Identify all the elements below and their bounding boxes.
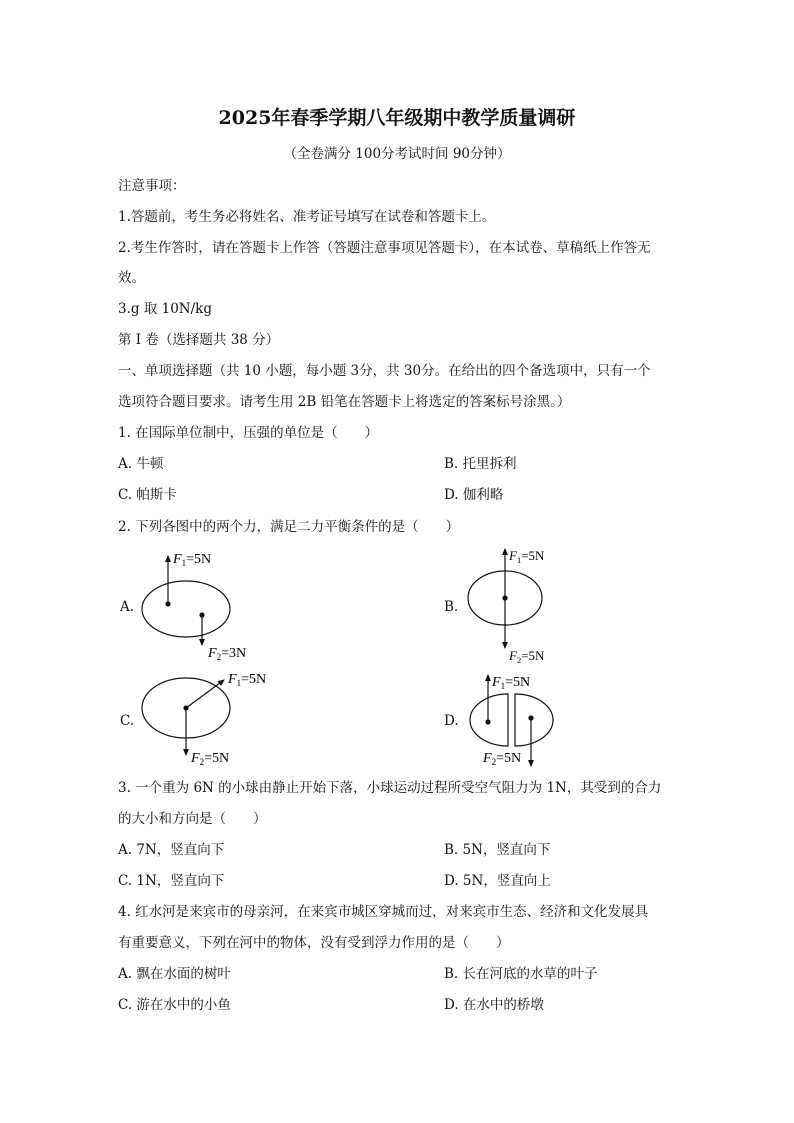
section-instructions-line-1: 一、单项选择题（共 10 小题，每小题 3分，共 30分。在给出的四个备选项中，只有一个 [118, 363, 651, 379]
question-4-option-b: B. 长在河底的水草的叶子 [444, 966, 598, 982]
question-3-stem-line-2: 的大小和方向是（ ） [118, 811, 267, 827]
figure-d-f1-label: $F_1=5N$ [492, 675, 531, 691]
question-4-option-d: D. 在水中的桥墩 [444, 997, 544, 1013]
figure-b-f1-label: $F_1=5N$ [509, 548, 545, 565]
question-4-option-c: C. 游在水中的小鱼 [118, 997, 231, 1013]
page-title: 2025年春季学期八年级期中教学质量调研 [218, 107, 576, 129]
figure-c-f1-label: $F_1=5N$ [228, 672, 267, 688]
question-1-stem: 1. 在国际单位制中，压强的单位是（ ） [118, 425, 379, 441]
exam-info: （全卷满分 100分考试时间 90分钟） [283, 146, 511, 162]
question-1-option-a: A. 牛顿 [118, 456, 164, 472]
question-1-option-d: D. 伽利略 [444, 487, 504, 503]
question-3-stem-line-1: 3. 一个重为 6N 的小球由静止开始下落，小球运动过程所受空气阻力为 1N，其受到的合力 [118, 780, 662, 796]
question-2-option-c: C. [120, 713, 135, 729]
question-2-figure-b [460, 540, 570, 670]
question-1-option-c: C. 帕斯卡 [118, 487, 177, 503]
question-2-option-a: A. [120, 599, 135, 615]
question-1-option-b: B. 托里拆利 [444, 456, 517, 472]
question-2-stem: 2. 下列各图中的两个力，满足二力平衡条件的是（ ） [118, 519, 460, 535]
notice-heading: 注意事项： [118, 178, 186, 194]
figure-c-f2-label: $F_2=5N$ [191, 751, 230, 767]
question-4-option-a: A. 飘在水面的树叶 [118, 966, 231, 982]
question-4-stem-line-1: 4. 红水河是来宾市的母亲河，在来宾市城区穿城而过，对来宾市生态、经济和文化发展具 [118, 904, 649, 920]
figure-a-f1-label: $F_1=5N$ [173, 552, 212, 568]
question-2-option-d: D. [444, 713, 459, 729]
question-2-option-b: B. [444, 599, 459, 615]
figure-b-f2-label: $F_2=5N$ [509, 648, 545, 665]
part-title: 第 I 卷（选择题共 38 分） [118, 332, 280, 348]
notice-item-3: 3.g 取 10N/kg [118, 301, 212, 317]
question-3-option-a: A. 7N，竖直向下 [118, 842, 225, 858]
question-2-figure-d [460, 665, 570, 775]
figure-a-f2-label: $F_2=3N$ [208, 646, 247, 662]
notice-item-2-line-1: 2.考生作答时，请在答题卡上作答（答题注意事项见答题卡），在本试卷、草稿纸上作答无 [118, 240, 651, 256]
question-2-figure-c [140, 665, 280, 775]
notice-item-1: 1.答题前，考生务必将姓名、准考证号填写在试卷和答题卡上。 [118, 209, 496, 225]
question-3-option-b: B. 5N，竖直向下 [444, 842, 551, 858]
section-instructions-line-2: 选项符合题目要求。请考生用 2B 铅笔在答题卡上将选定的答案标号涂黑。） [118, 394, 571, 410]
notice-item-2-line-2: 效。 [118, 270, 145, 286]
question-3-option-c: C. 1N，竖直向下 [118, 873, 225, 889]
figure-d-f2-label: $F_2=5N$ [483, 751, 522, 767]
question-2-figure-a [140, 545, 260, 665]
question-4-stem-line-2: 有重要意义，下列在河中的物体，没有受到浮力作用的是（ ） [118, 935, 510, 951]
question-3-option-d: D. 5N，竖直向上 [444, 873, 551, 889]
